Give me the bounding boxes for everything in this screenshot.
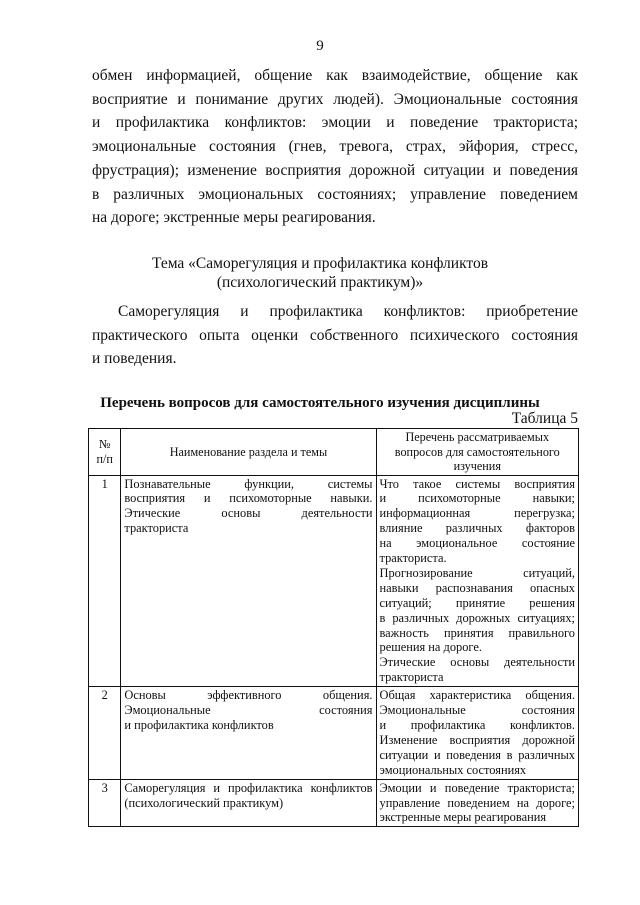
cell-line: тракториста [124,521,189,536]
row-number: 2 [89,687,121,779]
cell-line: Эмоциональные состояния [379,703,575,718]
row-number: 1 [89,475,121,687]
cell-line: на эмоциональное состояние [379,536,575,551]
cell-line: Основы эффективного общения. [124,688,373,703]
cell-line: тракториста [379,670,444,685]
cell-line: Что такое системы восприятия [379,476,575,491]
cell-line: ситуации и поведения в различных [379,747,575,762]
table-label: Таблица 5 [511,410,578,427]
cell-line: Эмоции и поведение тракториста; [379,780,575,795]
cell-line: в различных дорожных ситуациях; [379,610,575,625]
text-line: восприятие и понимание других людей). Эмоциональные состояния [92,90,578,108]
cell-line: влияние различных факторов [379,521,575,536]
header-questions [376,429,579,476]
cell-line: решения на дороге. [379,640,482,655]
table-row [89,687,579,779]
cell-line: Общая характеристика общения. [379,688,575,703]
cell-line: эмоциональных состояниях [379,762,527,777]
header-section-name: Наименование раздела и темы [121,429,376,476]
text-line: и профилактика конфликтов: эмоции и поведение тракториста; [92,114,578,132]
header-number [89,429,121,476]
text-line: обмен информацией, общение как взаимодействие, общение как [92,67,578,84]
text-line: Саморегуляция и профилактика конфликтов: приобретение [118,303,578,320]
cell-line: Изменение восприятия дорожной [379,732,575,747]
table-header-row [89,429,579,476]
cell-line: навыки распознавания опасных [379,580,575,595]
text-line: и поведения. [92,350,177,368]
cell-line: и профилактика конфликтов [124,718,274,732]
topic-title-line: (психологический практикум)» [216,274,424,291]
self-study-table [88,428,579,827]
header-number-abbr: п/п [96,451,113,466]
cell-line: Познавательные функции, системы [124,476,373,491]
text-line: в различных эмоциональных состояниях; управление поведением [92,185,578,203]
cell-line: и профилактика конфликтов. [379,718,575,732]
text-line: эмоциональные состояния (гнев, тревога, страх, эйфория, стресс, [92,138,578,156]
cell-line: и психомоторные навыки; [379,491,575,506]
cell-line: тракториста. [379,551,447,566]
self-study-heading: Перечень вопросов для самостоятельного изучения дисциплины [100,395,540,411]
header-questions-line: вопросов для самостоятельного [394,444,560,459]
cell-line: Саморегуляция и профилактика конфликтов [124,780,373,795]
cell-line: Этические основы деятельности [379,655,575,670]
text-line: на дороге; экстренные меры реагирования. [92,209,376,227]
topic-title [0,254,640,292]
cell-line: экстренные меры реагирования [379,810,547,825]
topic-title-line: Тема «Саморегуляция и профилактика конфликтов [151,255,489,272]
cell-line: управление поведением на дороге; [379,795,575,810]
cell-line: (психологический практикум) [124,795,284,810]
row-section-name [121,687,376,779]
table-row [89,475,579,687]
page-number: 9 [316,38,324,54]
row-questions [376,475,579,687]
cell-line: Этические основы деятельности [124,506,373,521]
row-questions [376,687,579,779]
row-section-name [121,779,376,827]
row-section-name [121,475,376,687]
cell-line: Прогнозирование ситуаций, [379,565,575,580]
table-row [89,779,579,827]
text-line: практического опыта оценки собственного психического состояния [92,326,578,344]
header-questions-line: Перечень рассматриваемых [405,430,550,444]
cell-line: информационная перегрузка; [379,506,575,521]
header-number-symbol: № [98,437,111,452]
cell-line: ситуаций; принятие решения [379,595,575,610]
row-number: 3 [89,779,121,827]
text-line: фрустрация); изменение восприятия дорожной ситуации и поведения [92,161,578,179]
cell-line: важность принятия правильного [379,625,575,640]
header-questions-line: изучения [453,459,501,473]
cell-line: восприятия и психомоторные навыки. [124,491,373,506]
cell-line: Эмоциональные состояния [124,703,373,718]
paragraph-emotional-states [92,64,578,230]
row-questions [376,779,579,827]
paragraph-self-regulation [92,300,578,371]
